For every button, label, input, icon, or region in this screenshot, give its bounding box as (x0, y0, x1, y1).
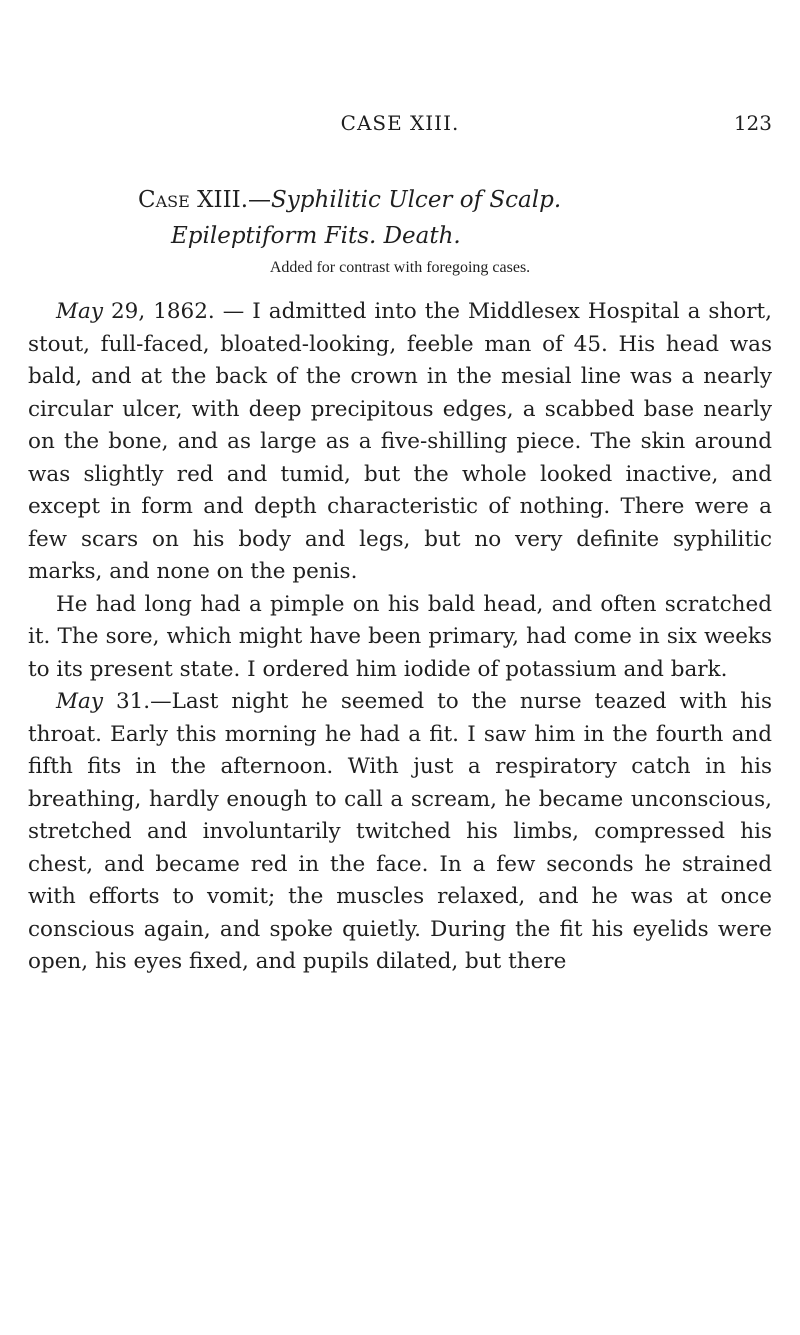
case-heading (138, 182, 778, 254)
date-may: May (56, 689, 103, 714)
subheading: Added for contrast with foregoing cases. (269, 259, 531, 276)
body-text (28, 296, 772, 979)
paragraph-3 (28, 686, 772, 979)
running-title: CASE XIII. (340, 111, 460, 135)
case-label: Case XIII. (138, 187, 249, 213)
paragraph-2: He had long had a pimple on his bald head, and often scratched it. The sore, which might have been primary, had come in six weeks to its present state. I ordered him iodide of potassium and bark. (28, 591, 772, 682)
case-heading-line-1 (138, 182, 778, 218)
date-may: May (56, 299, 103, 324)
case-title-part-1: Syphilitic Ulcer of Scalp. (271, 187, 562, 213)
heading-dash: — (248, 187, 272, 213)
paragraph-3-text: 31.—Last night he seemed to the nurse teazed with his throat. Early this morning he had a fit. I saw him in the fourth and fifth fits in the afternoon. With just a respiratory catch in his breathing, hardly enough to call a scream, he became unconscious, stretched and involuntarily twitched his limbs, compressed his chest, and became red in the face. In a few seconds he strained with efforts to vomit; the muscles relaxed, and he was at once conscious again, and spoke quietly. During the fit his eyelids were open, his eyes fixed, and pupils dilated, but there (28, 689, 772, 974)
case-title-part-2: Epileptiform Fits. Death. (171, 223, 461, 249)
page-number: 123 (733, 111, 772, 135)
running-head (0, 111, 800, 141)
paragraph-1-text: 29, 1862. — I admitted into the Middlesex Hospital a short, stout, full-faced, bloated-looking, feeble man of 45. His head was bald, and at the back of the crown in the mesial line was a nearly circular ulcer, with deep precipitous edges, a scabbed base nearly on the bone, and as large as a five-shilling piece. The skin around was slightly red and tumid, but the whole looked inactive, and except in form and depth characteristic of nothing. There were a few scars on his body and legs, but no very definite syphilitic marks, and none on the penis. (28, 299, 772, 584)
paragraph-1 (28, 296, 772, 589)
